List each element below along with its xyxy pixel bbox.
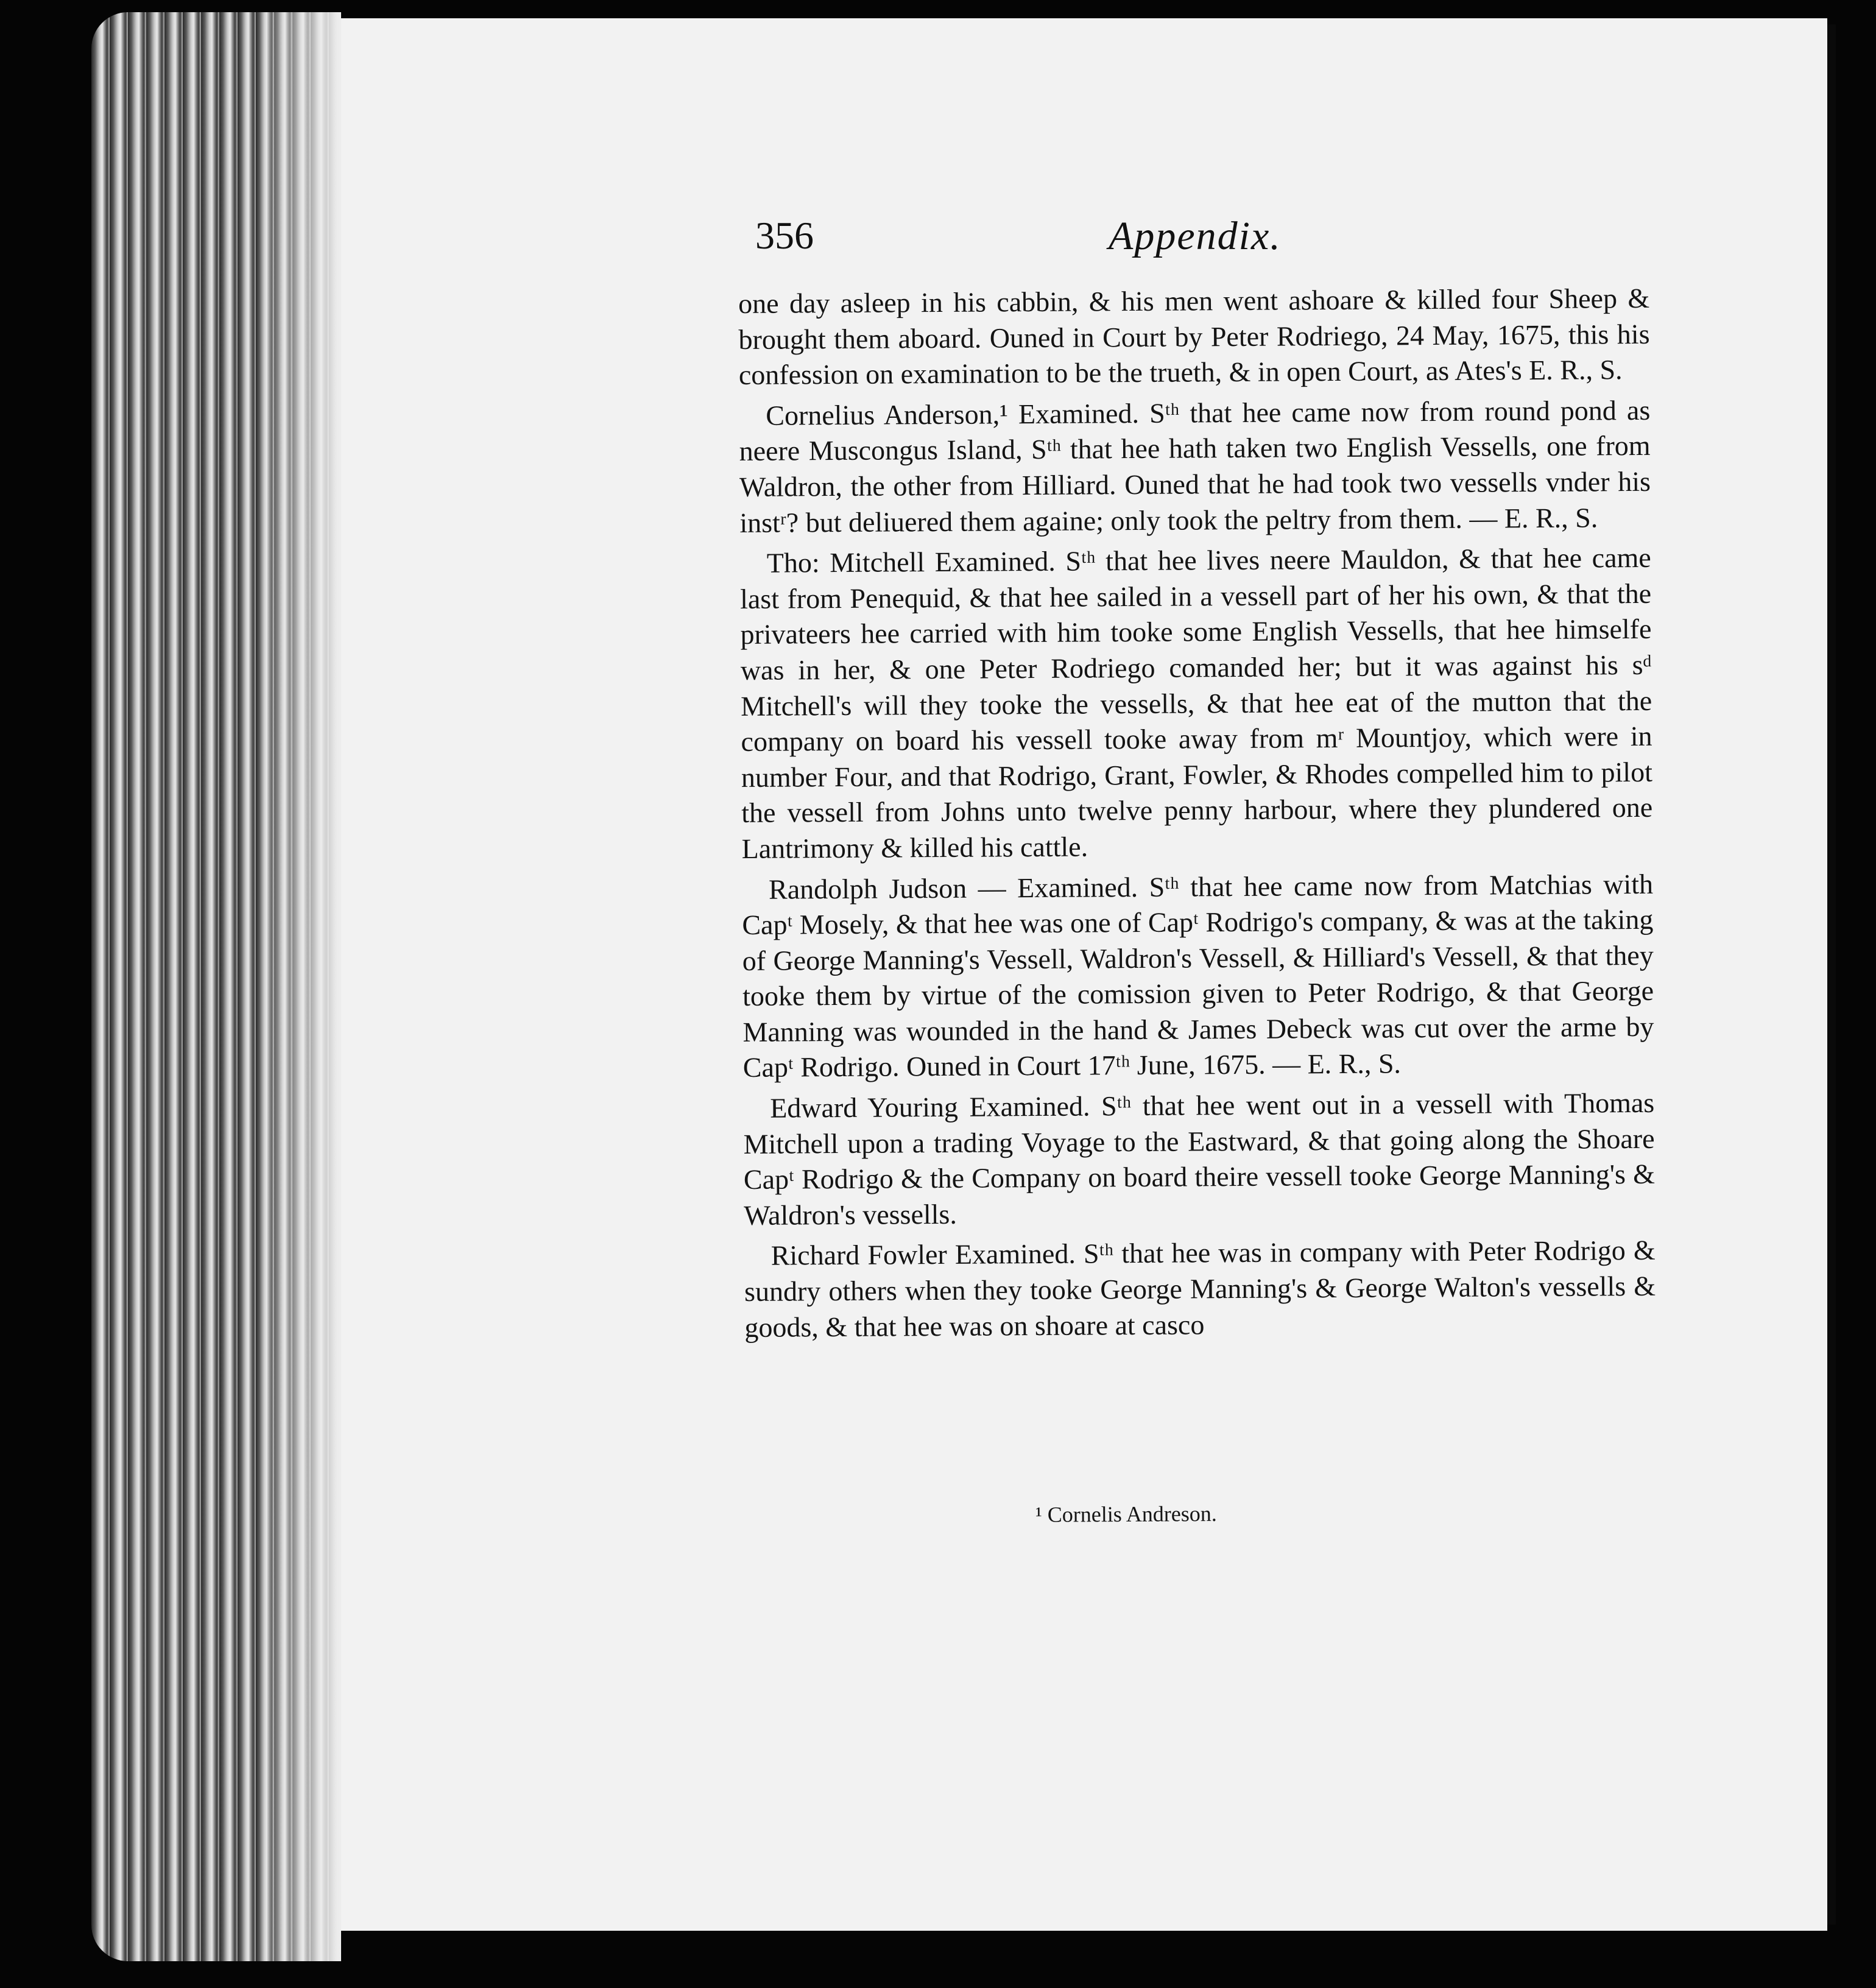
paragraph-youring: Edward Youring Examined. Sᵗʰ that hee went out in a vessell with Thomas Mitchell upon a trading Voyage to the Eastward, & that going along the Shoare Capᵗ Rodrigo & the Company on board theire vessell tooke George Manning's & Waldron's vessells. [743, 1087, 1656, 1231]
page-number: 356 [755, 214, 814, 257]
body-text [738, 281, 1656, 1350]
paragraph-fowler: Richard Fowler Examined. Sᵗʰ that hee was in company with Peter Rodrigo & sundry others when they tooke George Manning's & George Walton's vessells & goods, & that hee was on shoare at casco [744, 1235, 1656, 1343]
running-title: Appendix. [1109, 214, 1282, 258]
paragraph-continued: one day asleep in his cabbin, & his men went ashoare & killed four Sheep & brought them aboard. Ouned in Court by Peter Rodriego, 24 May, 1675, this his confession on examination to be the trueth, & in open Court, as Ates's E. R., S. [738, 282, 1650, 391]
book-page-edges [91, 12, 341, 1961]
footnote: ¹ Cornelis Andreson. [1035, 1501, 1217, 1527]
paragraph-anderson: Cornelius Anderson,¹ Examined. Sᵗʰ that hee came now from round pond as neere Muscongus Island, Sᵗʰ that hee hath taken two English Vessells, one from Waldron, the other from Hilliard. Ouned that he had took two vessells vnder his instʳ? but deliuered them againe; only took the peltry from them. — E. R., S. [739, 394, 1651, 538]
running-head [755, 213, 1645, 262]
paragraph-judson: Randolph Judson — Examined. Sᵗʰ that hee came now from Matchias with Capᵗ Mosely, & that hee was one of Capᵗ Rodrigo's company, & was at the taking of George Manning's Vessell, Waldron's Vessell, & Hilliard's Vessell, & that they tooke them by virtue of the comission given to Peter Rodrigo, & that George Manning was wounded in the hand & James Debeck was cut over the arme by Capᵗ Rodrigo. Ouned in Court 17ᵗʰ June, 1675. — E. R., S. [742, 868, 1654, 1084]
paragraph-mitchell: Tho: Mitchell Examined. Sᵗʰ that hee lives neere Mauldon, & that hee came last from Penequid, & that hee sailed in a vessell part of her his own, & that the privateers hee carried with him tooke some English Vessells, that hee himselfe was in her, & one Peter Rodriego comanded her; but it was against his sᵈ Mitchell's will they tooke the vessells, & that hee eat of the mutton that the company on board his vessell tooke away from mʳ Mountjoy, which were in number Four, and that Rodrigo, Grant, Fowler, & Rhodes compelled him to pilot the vessell from Johns unto twelve penny harbour, where they plundered one Lantrimony & killed his cattle. [739, 542, 1653, 864]
